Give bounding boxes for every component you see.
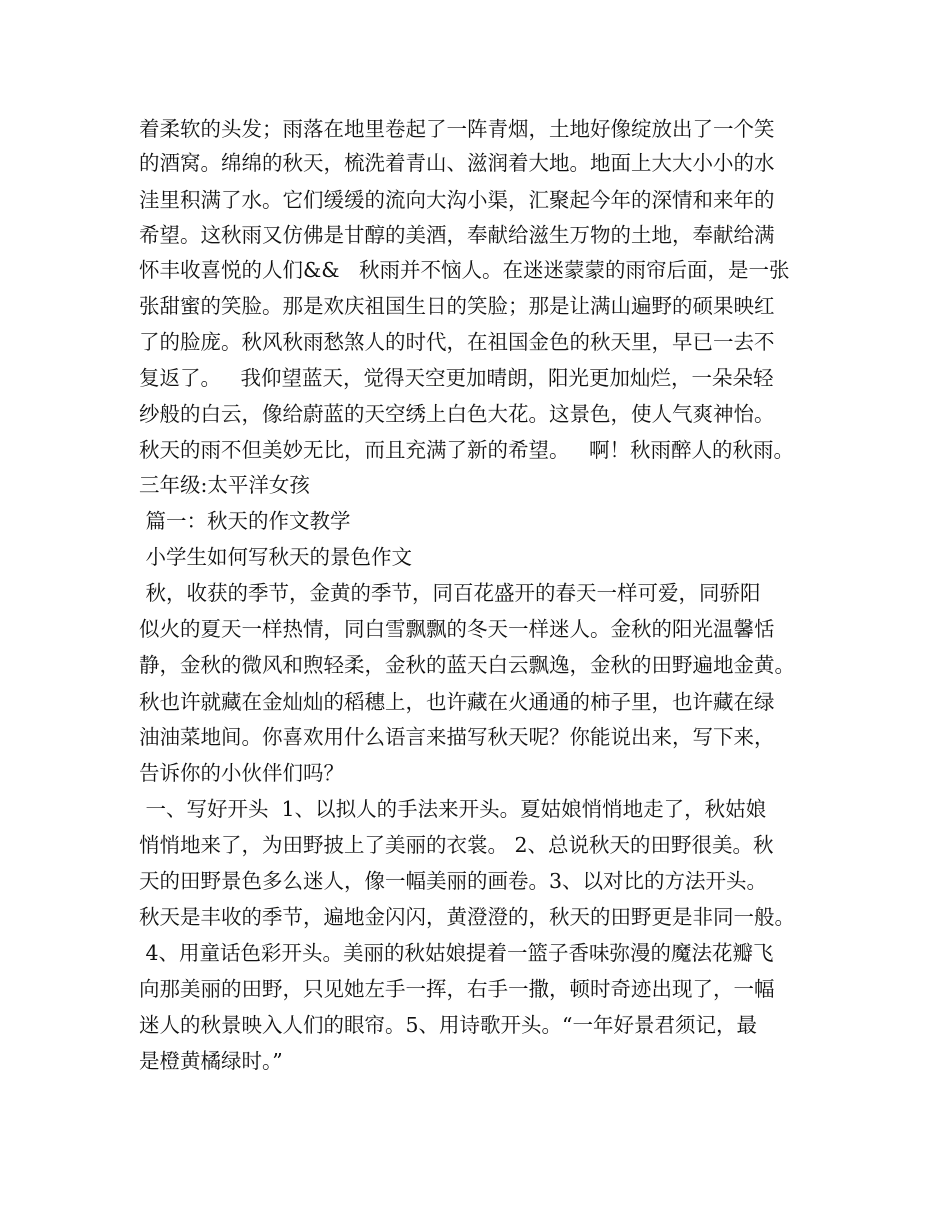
text-line: 秋也许就藏在金灿灿的稻穗上，也许藏在火通通的柿子里，也许藏在绿 <box>139 690 775 714</box>
text-line: 似火的夏天一样热情，同白雪飘飘的冬天一样迷人。金秋的阳光温馨恬 <box>139 617 775 641</box>
text-line: 迷人的秋景映入人们的眼帘。5、用诗歌开头。“一年好景君须记，最 <box>139 1013 758 1037</box>
text-line: 张甜蜜的笑脸。那是欢庆祖国生日的笑脸；那是让满山遍野的硕果映红 <box>139 294 775 318</box>
text-line: 秋天是丰收的季节，遍地金闪闪，黄澄澄的，秋天的田野更是非同一般。 <box>139 905 795 929</box>
text-line: 秋，收获的季节，金黄的季节，同百花盛开的春天一样可爱，同骄阳 <box>139 581 761 605</box>
text-line: 的酒窝。绵绵的秋天，梳洗着青山、滋润着大地。地面上大大小小的水 <box>139 151 775 175</box>
text-line: 告诉你的小伙伴们吗？ <box>139 761 344 785</box>
text-line: 天的田野景色多么迷人，像一幅美丽的画卷。3、以对比的方法开头。 <box>139 869 768 893</box>
text-line: 静，金秋的微风和煦轻柔，金秋的蓝天白云飘逸，金秋的田野遍地金黄。 <box>139 653 795 677</box>
text-line: 秋天的雨不但美妙无比，而且充满了新的希望。 啊！秋雨醉人的秋雨。 <box>139 438 795 462</box>
text-line: 复返了。 我仰望蓝天，觉得天空更加晴朗，阳光更加灿烂，一朵朵轻 <box>139 366 774 390</box>
text-line: 悄悄地来了，为田野披上了美丽的衣裳。 2、总说秋天的田野很美。秋 <box>139 833 774 857</box>
text-line: 洼里积满了水。它们缓缓的流向大沟小渠，汇聚起今年的深情和来年的 <box>139 188 775 212</box>
author-line: 三年级:太平洋女孩 <box>139 473 310 497</box>
text-line: 4、用童话色彩开头。美丽的秋姑娘提着一篮子香味弥漫的魔法花瓣飞 <box>139 941 774 965</box>
text-line: 一、写好开头 1、以拟人的手法来开头。夏姑娘悄悄地走了，秋姑娘 <box>139 797 767 821</box>
text-line: 是橙黄橘绿时。” <box>139 1049 283 1073</box>
text-line: 怀丰收喜悦的人们&& 秋雨并不恼人。在迷迷蒙蒙的雨帘后面，是一张 <box>139 258 790 282</box>
text-line: 油油菜地间。你喜欢用什么语言来描写秋天呢？你能说出来，写下来， <box>139 725 775 749</box>
section-subheading: 小学生如何写秋天的景色作文 <box>139 545 413 569</box>
text-line: 着柔软的头发；雨落在地里卷起了一阵青烟，土地好像绽放出了一个笑 <box>139 117 775 141</box>
section-heading: 篇一：秋天的作文教学 <box>139 509 351 533</box>
text-line: 希望。这秋雨又仿佛是甘醇的美酒，奉献给滋生万物的土地，奉献给满 <box>139 223 775 247</box>
text-line: 向那美丽的田野，只见她左手一挥，右手一撒，顿时奇迹出现了，一幅 <box>139 977 775 1001</box>
text-line: 了的脸庞。秋风秋雨愁煞人的时代，在祖国金色的秋天里，早已一去不 <box>139 330 775 354</box>
text-line: 纱般的白云，像给蔚蓝的天空绣上白色大花。这景色，使人气爽神怡。 <box>139 402 775 426</box>
